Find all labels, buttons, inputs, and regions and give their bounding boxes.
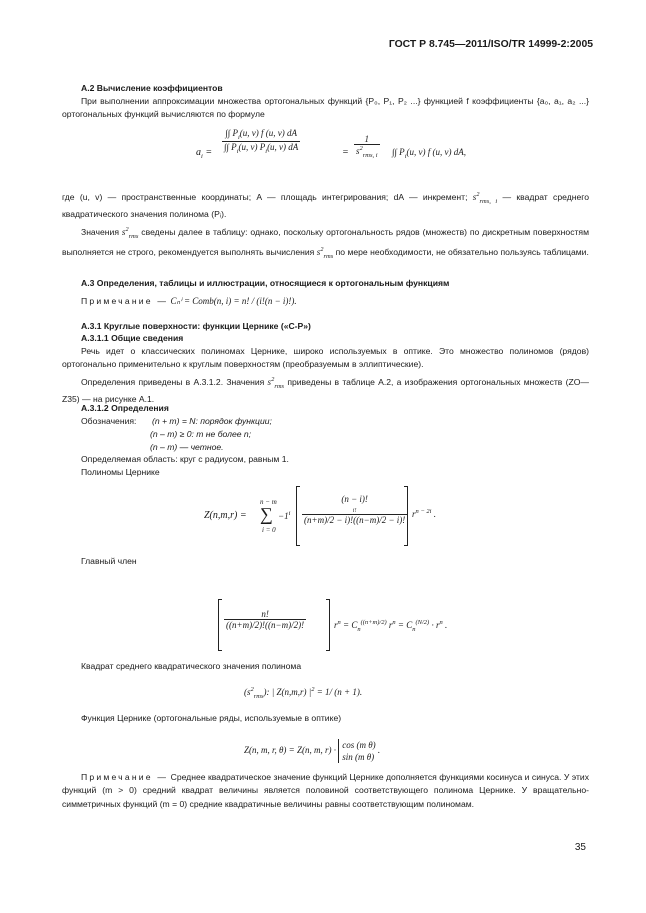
designation-3: (n – m) — четное.: [150, 442, 224, 452]
section-a311-p1: Речь идет о классических полиномах Цернике, широко используемых в оптике. Это множество полиномов (рядов) ортогонально применительно к круглым поверхностям (преобразуемым в эллиптические).: [62, 346, 589, 370]
section-a2-p2: где (u, v) — пространственные координаты; A — площадь интегрирования; dA — инкремент; $s^2_{rms, i}$ — квадрат среднего квадратического значения полинома (Pᵢ).: [62, 191, 589, 220]
designations-label: Обозначения:: [81, 416, 137, 426]
page-number: 35: [574, 842, 586, 853]
section-a3-note: Примечание — Cₙⁱ = Comb(n, i) = n! / (i!(n − i)!).: [81, 296, 297, 306]
zernike-polys-label: Полиномы Цернике: [81, 467, 160, 477]
zernike-polynomial-formula: Z(n,m,r) = n − m ∑ i = 0 $-1^i$ (n − i)! i! (n+m)/2 − i)!((n−m)/2 − i)! $r^{n - 2i}$ .: [204, 484, 454, 548]
section-a2-p1: При выполнении аппроксимации множества ортогональных функций {P₀, P₁, P₂ ...} функцией f коэффициенты {a₀, a₁, a₂ ...} ортогональных функций вычисляются по формуле: [62, 96, 589, 120]
section-a312-title: А.3.1.2 Определения: [81, 403, 169, 413]
document-header: ГОСТ Р 8.745—2011/ISO/TR 14999-2:2005: [388, 39, 593, 50]
section-a3-title: А.3 Определения, таблицы и иллюстрации, относящиеся к ортогональным функциям: [81, 278, 450, 288]
main-term-label: Главный член: [81, 556, 137, 566]
main-term-formula: $\frac{n!}{((n+m)/2)!((n-m)/2)!}$ $r^n = C_n^{((n+m)/2)}$ $r^n = C_n^{(N/2)} \cdot r^n$ .: [218, 597, 458, 653]
section-a311-p2: Определения приведены в А.3.1.2. Значения $s^2_{rms}$ приведены в таблице А.2, а изображения ортогональных множеств (ZO—Z35) — на рисунке А.1.: [62, 376, 589, 405]
coefficient-formula: $a_i$ = $\frac{\int\int P_i(u, v) f (u, v) dA}{\int\int P_i(u, v) P_i(u, v) dA}$ = 1 $s^2_{rms, i}$ ∫∫ $P_i(u$, v) f (u, v) dA,: [196, 128, 466, 160]
rms-sq-formula: $(s^2_{rms})$: | Z(n,m,r) $|^2 = 1/$ (n + 1).: [244, 686, 363, 700]
section-a311-title: А.3.1.1 Общие сведения: [81, 333, 184, 343]
section-a31-title: А.3.1 Круглые поверхности: функции Цернике («С-Р»): [81, 321, 311, 331]
section-a2-p3: Значения $s^2_{rms}$ сведены далее в таблицу: однако, поскольку ортогональность рядов (множеств) по дискретным поверхностям выполняется не строго, рекомендуется выполнять вычисления $s^2_{rms}$ по мере необходимости, не обязательно пользуясь таблицами.: [62, 226, 589, 260]
rms-sq-label: Квадрат среднего квадратического значения полинома: [81, 661, 302, 671]
domain-text: Определяемая область: круг с радиусом, равным 1.: [81, 454, 289, 464]
designation-2: (n – m) ≥ 0: m не более n;: [150, 429, 252, 439]
designation-1: (n + m) = N: порядок функции;: [152, 416, 272, 426]
section-a312-note: Примечание — Среднее квадратическое значение функций Цернике дополняется функциями косинуса и синуса. У этих функций (m > 0) средний квадрат величины является половиной соответствующего полинома Цернике. У вращательно-симметричных функций (m = 0) средние квадратичные величины равны соответствующим полиномам.: [62, 772, 589, 809]
section-a2-title: А.2 Вычисление коэффициентов: [81, 83, 223, 93]
zernike-fn-label: Функция Цернике (ортогональные ряды, используемые в оптике): [81, 713, 342, 723]
zernike-fn-formula: Z(n, m, r, θ) = Z(n, m, r) · cos (m θ) sin (m θ) .: [244, 740, 381, 762]
